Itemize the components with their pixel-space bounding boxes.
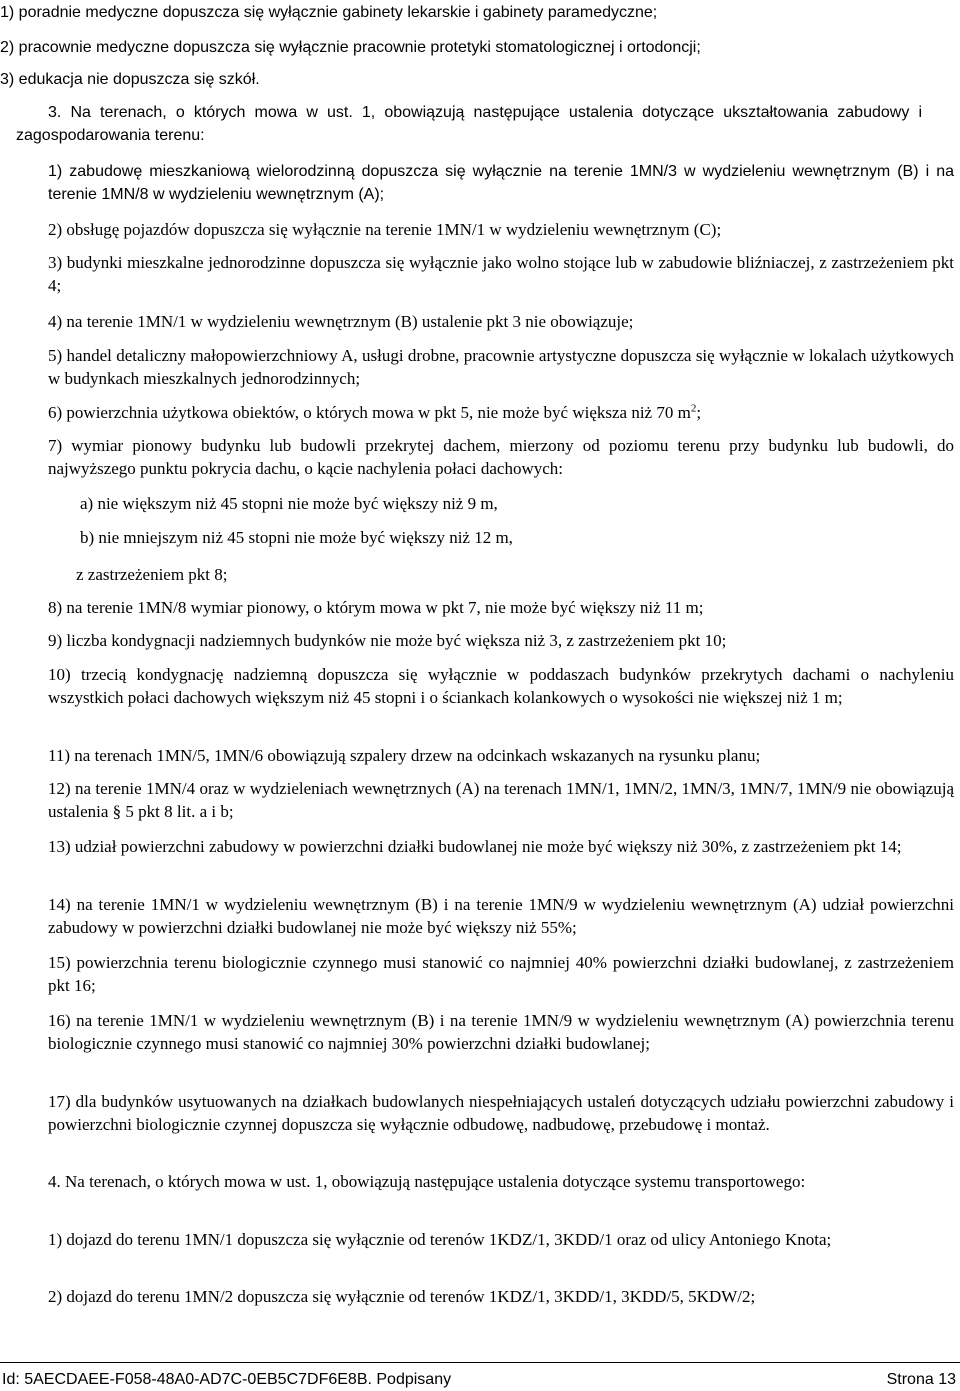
item-6-superscript: 2 (690, 402, 697, 415)
section-3-item-14: 14) na terenie 1MN/1 w wydzieleniu wewnętrznym (B) i na terenie 1MN/9 w wydzieleniu wewnętrznym (A) udział powierzchni zabudowy w powierzchni działki budowlanej nie może być większy niż 55%; (48, 895, 954, 937)
intro-item-3: 3) edukacja nie dopuszcza się szkół. (0, 71, 260, 88)
section-4-item-1: 1) dojazd do terenu 1MN/1 dopuszcza się wyłącznie od terenów 1KDZ/1, 3KDD/1 oraz od ulicy Antoniego Knota; (48, 1230, 832, 1249)
section-3-item-8: 8) na terenie 1MN/8 wymiar pionowy, o którym mowa w pkt 7, nie może być większy niż 11 m; (48, 598, 704, 617)
section-3-item-1: 1) zabudowę mieszkaniową wielorodzinną dopuszcza się wyłącznie na terenie 1MN/3 w wydzieleniu wewnętrznym (B) i na terenie 1MN/8 w wydzieleniu wewnętrznym (A); (48, 163, 954, 203)
footer-document-id: Id: 5AECDAEE-F058-48A0-AD7C-0EB5C7DF6E8B. Podpisany (2, 1371, 452, 1388)
section-3-item-3: 3) budynki mieszkalne jednorodzinne dopuszcza się wyłącznie jako wolno stojące lub w zabudowie bliźniaczej, z zastrzeżeniem pkt 4; (48, 253, 954, 295)
section-3-item-7: 7) wymiar pionowy budynku lub budowli przekrytej dachem, mierzony od poziomu terenu przy budynku lub budowli, do najwyższego punktu pokrycia dachu, o kącie nachylenia połaci dachowych: (48, 436, 954, 478)
section-3-item-7a: a) nie większym niż 45 stopni nie może być większy niż 9 m, (80, 494, 498, 513)
section-3-item-12: 12) na terenie 1MN/4 oraz w wydzieleniach wewnętrznych (A) na terenach 1MN/1, 1MN/2, 1MN/3, 1MN/7, 1MN/9 nie obowiązują ustalenia § 5 pkt 8 lit. a i b; (48, 779, 954, 821)
section-3-item-2: 2) obsługę pojazdów dopuszcza się wyłącznie na terenie 1MN/1 w wydzieleniu wewnętrznym (C); (48, 220, 722, 239)
section-3-item-13: 13) udział powierzchni zabudowy w powierzchni działki budowlanej nie może być większy niż 30%, z zastrzeżeniem pkt 14; (48, 837, 902, 856)
section-3-item-9: 9) liczba kondygnacji nadziemnych budynków nie może być większa niż 3, z zastrzeżeniem pkt 10; (48, 631, 727, 650)
section-3-item-16: 16) na terenie 1MN/1 w wydzieleniu wewnętrznym (B) i na terenie 1MN/9 w wydzieleniu wewnętrznym (A) powierzchnia terenu biologicznie czynnego musi stanowić co najmniej 30% powierzchni działki budowlanej; (48, 1011, 954, 1053)
section-3-item-15: 15) powierzchnia terenu biologicznie czynnego musi stanowić co najmniej 40% powierzchni działki budowlanej, z zastrzeżeniem pkt 16; (48, 953, 954, 995)
section-3-item-11: 11) na terenach 1MN/5, 1MN/6 obowiązują szpalery drzew na odcinkach wskazanych na rysunku planu; (48, 746, 761, 765)
footer-page-number: Strona 13 (886, 1371, 956, 1388)
footer-divider (0, 1362, 960, 1363)
section-3-item-10: 10) trzecią kondygnację nadziemną dopuszcza się wyłącznie w poddaszach budynków przekrytych dachami o nachyleniu wszystkich połaci dachowych większym niż 45 stopni i o ściankach kolankowych o wysokości nie większej niż 1 m; (48, 665, 954, 707)
intro-item-2: 2) pracownie medyczne dopuszcza się wyłącznie pracownie protetyki stomatologicznej i ortodoncji; (0, 39, 701, 56)
section-3-heading: 3. Na terenach, o których mowa w ust. 1, obowiązują następujące ustalenia dotyczące ukształtowania zabudowy i zagospodarowania terenu: (16, 104, 922, 144)
section-3-item-5: 5) handel detaliczny małopowierzchniowy A, usługi drobne, pracownie artystyczne dopuszcza się wyłącznie w lokalach użytkowych w budynkach mieszkalnych jednorodzinnych; (48, 346, 954, 388)
section-3-item-7-note: z zastrzeżeniem pkt 8; (76, 565, 228, 584)
intro-item-1: 1) poradnie medyczne dopuszcza się wyłącznie gabinety lekarskie i gabinety paramedyczne; (0, 4, 658, 21)
section-3-item-6 (48, 401, 954, 424)
section-4-heading: 4. Na terenach, o których mowa w ust. 1, obowiązują następujące ustalenia dotyczące systemu transportowego: (48, 1172, 806, 1191)
section-3-item-7b: b) nie mniejszym niż 45 stopni nie może być większy niż 12 m, (80, 528, 513, 547)
section-3-item-4: 4) na terenie 1MN/1 w wydzieleniu wewnętrznym (B) ustalenie pkt 3 nie obowiązuje; (48, 312, 634, 331)
item-6-text: 6) powierzchnia użytkowa obiektów, o których mowa w pkt 5, nie może być większa niż 70 m (48, 403, 691, 422)
section-4-item-2: 2) dojazd do terenu 1MN/2 dopuszcza się wyłącznie od terenów 1KDZ/1, 3KDD/1, 3KDD/5, 5KDW/2; (48, 1287, 756, 1306)
section-3-item-17: 17) dla budynków usytuowanych na działkach budowlanych niespełniających ustaleń dotyczących udziału powierzchni zabudowy i powierzchni biologicznie czynnej dopuszcza się wyłącznie odbudowę, nadbudowę, przebudowę i montaż. (48, 1092, 954, 1134)
item-6-suffix: ; (696, 403, 702, 422)
